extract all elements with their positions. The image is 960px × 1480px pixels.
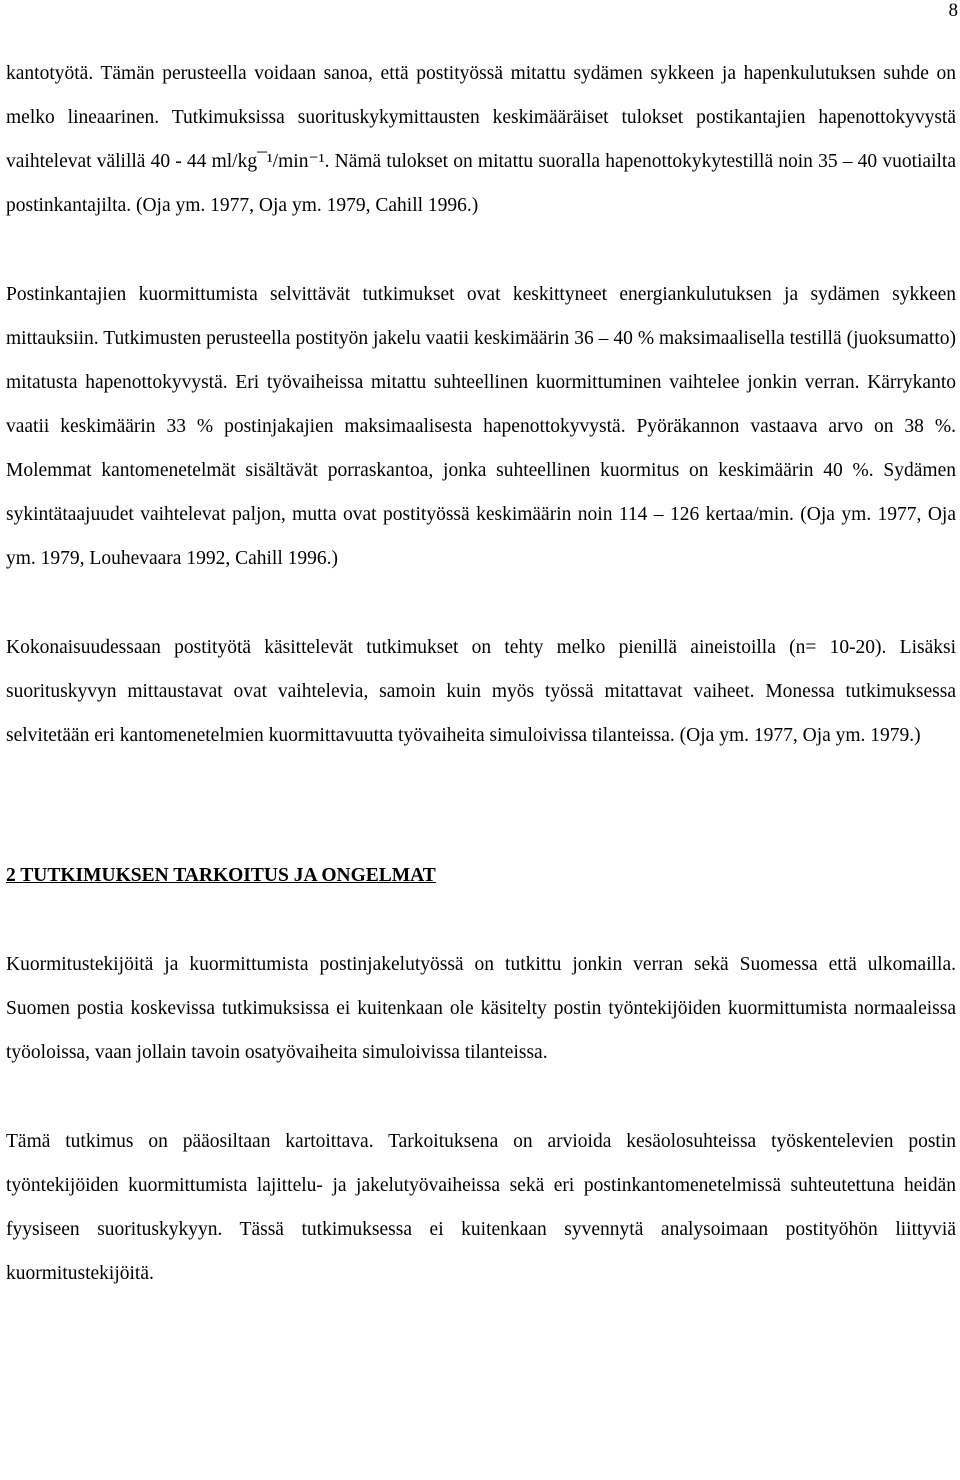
paragraph-research-background: Kuormitustekijöitä ja kuormittumista postinjakelutyössä on tutkittu jonkin verran sekä Suomessa että ulkomailla. Suomen postia koskevissa tutkimuksissa ei kuitenkaan ole käsitelty postin työntekijöiden kuormittumista normaaleissa työoloissa, vaan jollain tavoin osatyövaiheita simuloivissa tilanteissa.	[6, 954, 956, 1063]
paragraph-research-aim: Tämä tutkimus on pääosiltaan kartoittava. Tarkoituksena on arvioida kesäolosuhteissa työskentelevien postin työntekijöiden kuormittumista lajittelu- ja jakelutyövaiheissa sekä eri postinkantomenetelmissä suhteutettuna heidän fyysiseen suorituskykyyn. Tässä tutkimuksessa ei kuitenkaan syvennytä analysoimaan postityöhön liittyviä kuormitustekijöitä.	[6, 1131, 956, 1284]
paragraph-oxygen-uptake: kantotyötä. Tämän perusteella voidaan sanoa, että postityössä mitattu sydämen sykkeen ja hapenkulutuksen suhde on melko lineaarinen. Tutkimuksissa suorituskykymittausten keskimääräiset tulokset postikantajien hapenottokyvystä vaihtelevat välillä 40 - 44 ml/kg¯¹/min⁻¹. Nämä tulokset on mitattu suoralla hapenottokykytestillä noin 35 – 40 vuotiailta postinkantajilta. (Oja ym. 1977, Oja ym. 1979, Cahill 1996.)	[6, 63, 956, 216]
paragraph-gap	[6, 898, 956, 943]
section-gap	[6, 758, 956, 854]
paragraph-gap	[6, 228, 956, 273]
paragraph-gap	[6, 581, 956, 626]
section-heading: 2 TUTKIMUKSEN TARKOITUS JA ONGELMAT	[6, 865, 436, 886]
paragraph-gap	[6, 1075, 956, 1120]
document-body	[6, 52, 956, 1296]
paragraph-study-summary: Kokonaisuudessaan postityötä käsittelevät tutkimukset on tehty melko pienillä aineistoilla (n= 10-20). Lisäksi suorituskyvyn mittaustavat ovat vaihtelevia, samoin kuin myös työssä mitattavat vaiheet. Monessa tutkimuksessa selvitetään eri kantomenetelmien kuormittavuutta työvaiheita simuloivissa tilanteissa. (Oja ym. 1977, Oja ym. 1979.)	[6, 637, 956, 746]
paragraph-workload-studies: Postinkantajien kuormittumista selvittävät tutkimukset ovat keskittyneet energiankulutuksen ja sydämen sykkeen mittauksiin. Tutkimusten perusteella postityön jakelu vaatii keskimäärin 36 – 40 % maksimaalisella testillä (juoksumatto) mitatusta hapenottokyvystä. Eri työvaiheissa mitattu suhteellinen kuormittuminen vaihtelee jonkin verran. Kärrykanto vaatii keskimäärin 33 % postinjakajien maksimaalisesta hapenottokyvystä. Pyöräkannon vastaava arvo on 38 %. Molemmat kantomenetelmät sisältävät porraskantoa, jonka suhteellinen kuormitus on keskimäärin 40 %. Sydämen sykintätaajuudet vaihtelevat paljon, mutta ovat postityössä keskimäärin noin 114 – 126 kertaa/min. (Oja ym. 1977, Oja ym. 1979, Louhevaara 1992, Cahill 1996.)	[6, 284, 956, 569]
page-number: 8	[948, 0, 958, 21]
